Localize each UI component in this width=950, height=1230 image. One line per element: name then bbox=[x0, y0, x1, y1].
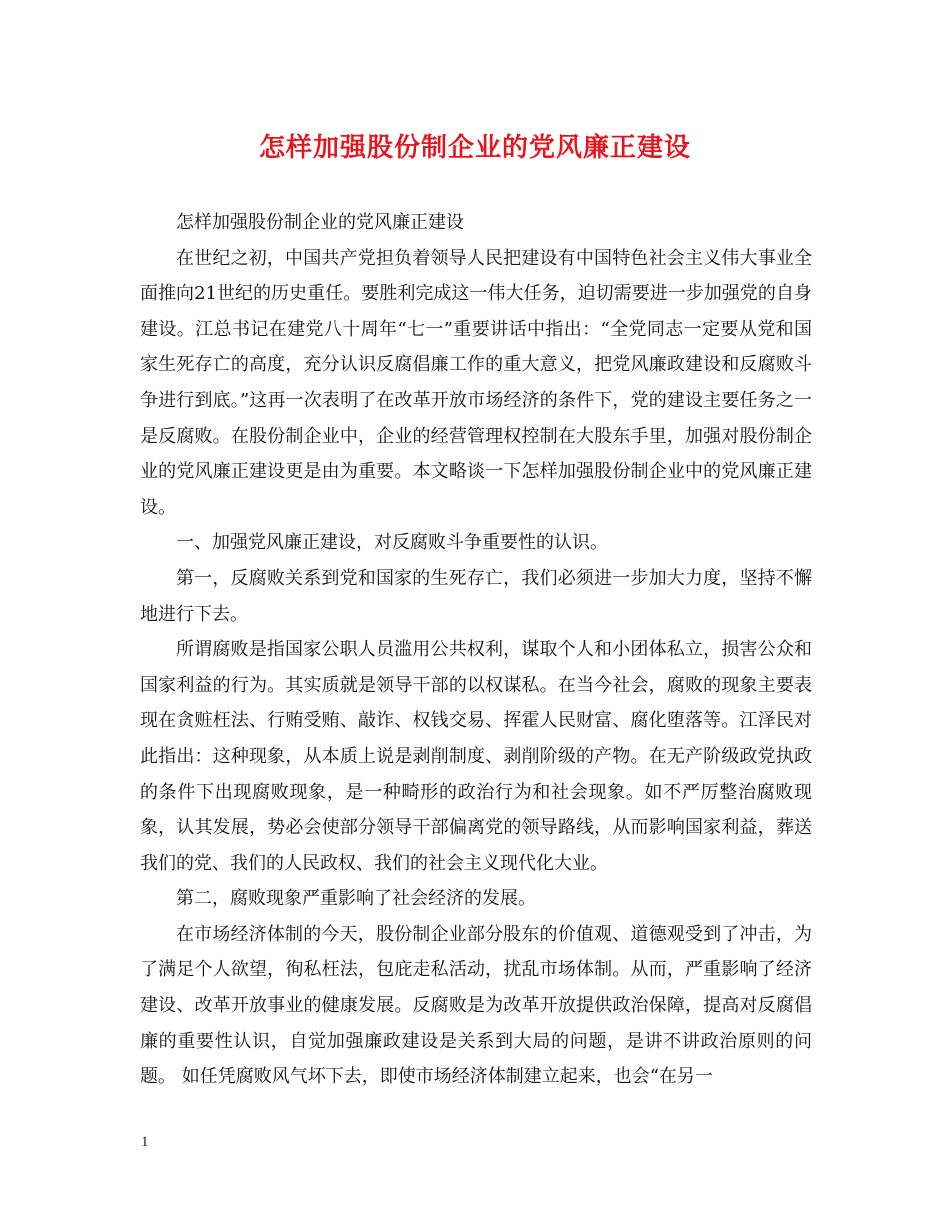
paragraph-corruption-definition: 所谓腐败是指国家公职人员滥用公共权利，谋取个人和小团体私立，损害公众和国家利益的行为。其实质就是领导干部的以权谋私。在当今社会，腐败的现象主要表现在贪赃枉法、行贿受贿、敲诈、权钱交易、挥霍人民财富、腐化堕落等。江泽民对此指出：这种现象，从本质上说是剥削制度、剥削阶级的产物。在无产阶级政党执政的条件下出现腐败现象，是一种畸形的政治行为和社会现象。如不严厉整治腐败现象，认其发展，势必会使部分领导干部偏离党的领导路线，从而影响国家利益，葬送我们的党、我们的人民政权、我们的社会主义现代化大业。 bbox=[140, 639, 812, 874]
section-heading-1: 一、加强党风廉正建设，对反腐败斗争重要性的认识。 bbox=[176, 532, 608, 554]
paragraph-intro: 在世纪之初，中国共产党担负着领导人民把建设有中国特色社会主义伟大事业全面推向21世纪的历史重任。要胜利完成这一伟大任务，迫切需要进一步加强党的自身建设。江总书记在建党八十周年“七一”重要讲话中指出：“全党同志一定要从党和国家生死存亡的高度，充分认识反腐倡廉工作的重大意义，把党风廉政建设和反腐败斗争进行到底。”这再一次表明了在改革开放市场经济的条件下，党的建设主要任务之一是反腐败。在股份制企业中，企业的经营管理权控制在大股东手里，加强对股份制企业的党风廉正建设更是由为重要。本文略谈一下怎样加强股份制企业中的党风廉正建设。 bbox=[140, 247, 812, 518]
paragraph-point-1: 第一，反腐败关系到党和国家的生死存亡，我们必须进一步加大力度，坚持不懈地进行下去。 bbox=[140, 567, 812, 625]
document-title: 怎样加强股份制企业的党风廉正建设 bbox=[258, 133, 691, 163]
paragraph-subtitle: 怎样加强股份制企业的党风廉正建设 bbox=[176, 212, 464, 233]
paragraph-point-2: 第二，腐败现象严重影响了社会经济的发展。 bbox=[176, 888, 536, 910]
document-body bbox=[140, 205, 812, 1095]
paragraph-market-economy: 在市场经济体制的今天，股份制企业部分股东的价值观、道德观受到了冲击，为了满足个人欲望，徇私枉法，包庇走私活动，扰乱市场体制。从而，严重影响了经济建设、改革开放事业的健康发展。反腐败是为改革开放提供政治保障，提高对反腐倡廉的重要性认识，自觉加强廉政建设是关系到大局的问题，是讲不讲政治原则的问题。 如任凭腐败风气坏下去，即使市场经济体制建立起来，也会“在另一 bbox=[140, 923, 812, 1088]
page-number: 1 bbox=[141, 1134, 149, 1150]
